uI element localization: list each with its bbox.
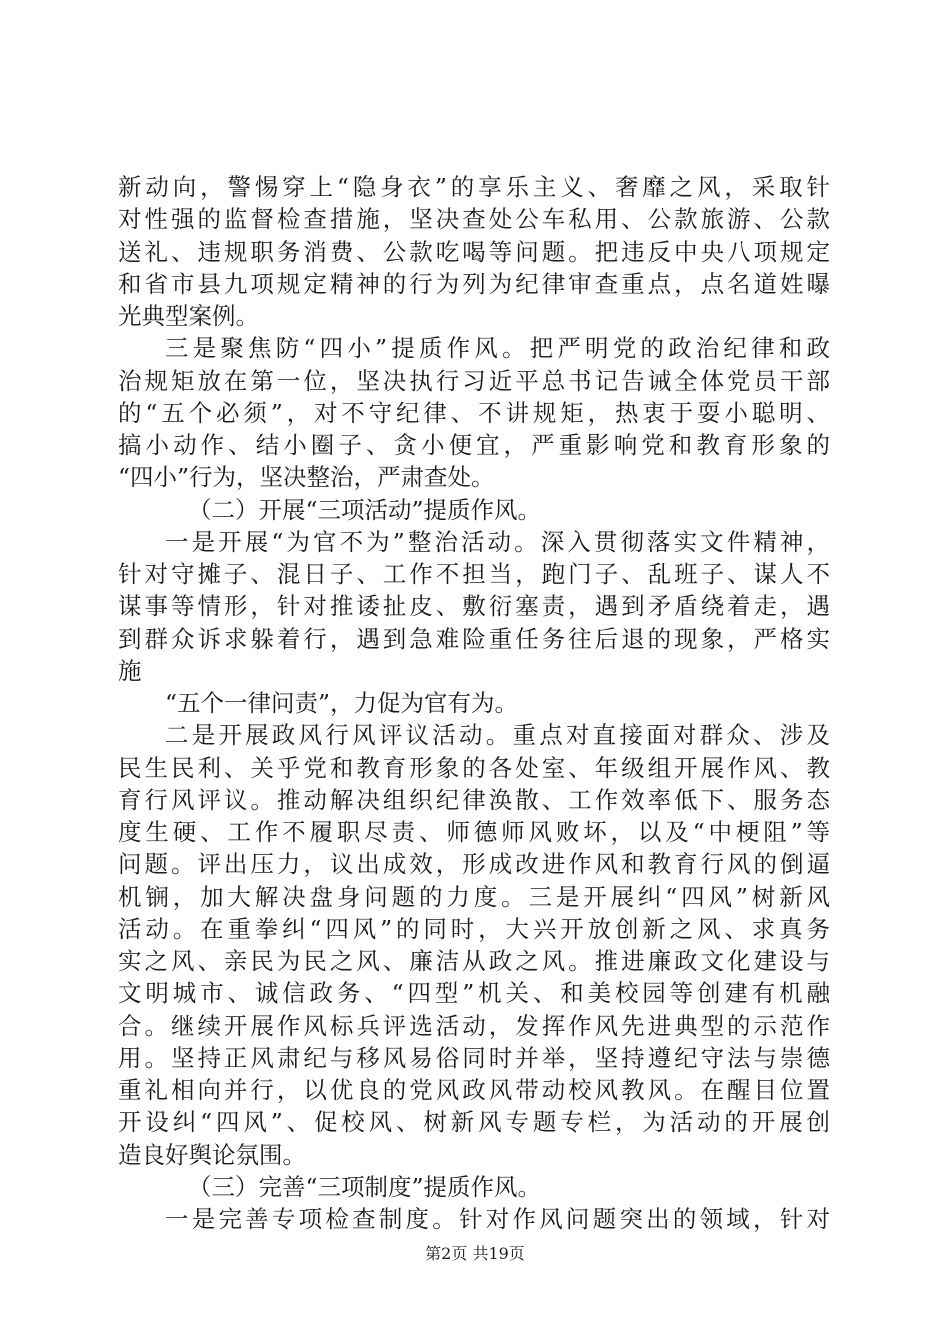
paragraph-line: 施: [118, 656, 142, 685]
paragraph-line: 对性强的监督检查措施，坚决查处公车私用、公款旅游、公款: [118, 205, 830, 234]
paragraph-line: 到群众诉求躲着行，遇到急难险重任务往后退的现象，严格实: [118, 624, 830, 653]
paragraph-line: 送礼、违规职务消费、公款吃喝等问题。把违反中央八项规定: [118, 237, 830, 266]
paragraph-line: 针对守摊子、混日子、工作不担当，跑门子、乱班子、谋人不: [118, 560, 830, 588]
paragraph-line: 合。继续开展作风标兵评选活动，发挥作风先进典型的示范作: [118, 1011, 830, 1040]
paragraph-line: 光典型案例。: [118, 302, 259, 330]
paragraph-line: 实之风、亲民为民之风、廉洁从政之风。推进廉政文化建设与: [118, 947, 830, 975]
document-body: [118, 171, 830, 1235]
page-number-footer: 第2页 共19页: [425, 1244, 525, 1263]
paragraph-line: 育行风评议。推动解决组织纪律涣散、工作效率低下、服务态: [118, 785, 830, 814]
paragraph-line: 一是开展“为官不为”整治活动。深入贯彻落实文件精神，: [165, 527, 830, 556]
paragraph-line: 开设纠“四风”、促校风、树新风专题专栏，为活动的开展创: [118, 1108, 830, 1137]
paragraph-line: 文明城市、诚信政务、“四型”机关、和美校园等创建有机融: [118, 979, 830, 1008]
paragraph-line: 用。坚持正风肃纪与移风易俗同时并举，坚持遵纪守法与崇德: [118, 1043, 830, 1072]
section-heading: （二）开展“三项活动”提质作风。: [188, 495, 542, 524]
paragraph-line: 重礼相向并行，以优良的党风政风带动校风教风。在醒目位置: [118, 1076, 830, 1104]
paragraph-line: 一是完善专项检查制度。针对作风问题突出的领域，针对: [165, 1205, 830, 1233]
paragraph-line: 新动向，警惕穿上“隐身衣”的享乐主义、奢靡之风，采取针: [118, 173, 830, 201]
paragraph-line: 民生民利、关乎党和教育形象的各处室、年级组开展作风、教: [118, 753, 830, 782]
paragraph-line: 活动。在重拳纠“四风”的同时，大兴开放创新之风、求真务: [118, 914, 830, 943]
paragraph-line: 造良好舆论氛围。: [118, 1140, 306, 1169]
section-heading: （三）完善“三项制度”提质作风。: [188, 1172, 542, 1201]
paragraph-line: “五个一律问责”，力促为官有为。: [165, 689, 519, 717]
paragraph-line: 治规矩放在第一位，坚决执行习近平总书记告诫全体党员干部: [118, 366, 830, 395]
paragraph-line: 的“五个必须”，对不守纪律、不讲规矩，热衷于耍小聪明、: [118, 398, 830, 427]
paragraph-line: 和省市县九项规定精神的行为列为纪律审查重点，点名道姓曝: [118, 269, 830, 298]
paragraph-line: 度生硬、工作不履职尽责、师德师风败坏，以及“中梗阻”等: [118, 818, 830, 846]
paragraph-line: 问题。评出压力，议出成效，形成改进作风和教育行风的倒逼: [118, 850, 830, 879]
paragraph-line: 搞小动作、结小圈子、贪小便宜，严重影响党和教育形象的: [118, 431, 830, 459]
paragraph-line: 二是开展政风行风评议活动。重点对直接面对群众、涉及: [165, 721, 830, 750]
paragraph-line: 三是聚焦防“四小”提质作风。把严明党的政治纪律和政: [165, 334, 830, 363]
paragraph-line: 机锎，加大解决盘身问题的力度。三是开展纠“四风”树新风: [118, 882, 830, 911]
paragraph-line: “四小”行为，坚决整治，严肃查处。: [118, 463, 495, 492]
paragraph-line: 谋事等情形，针对推诿扯皮、敷衍塞责，遇到矛盾绕着走，遇: [118, 592, 830, 621]
